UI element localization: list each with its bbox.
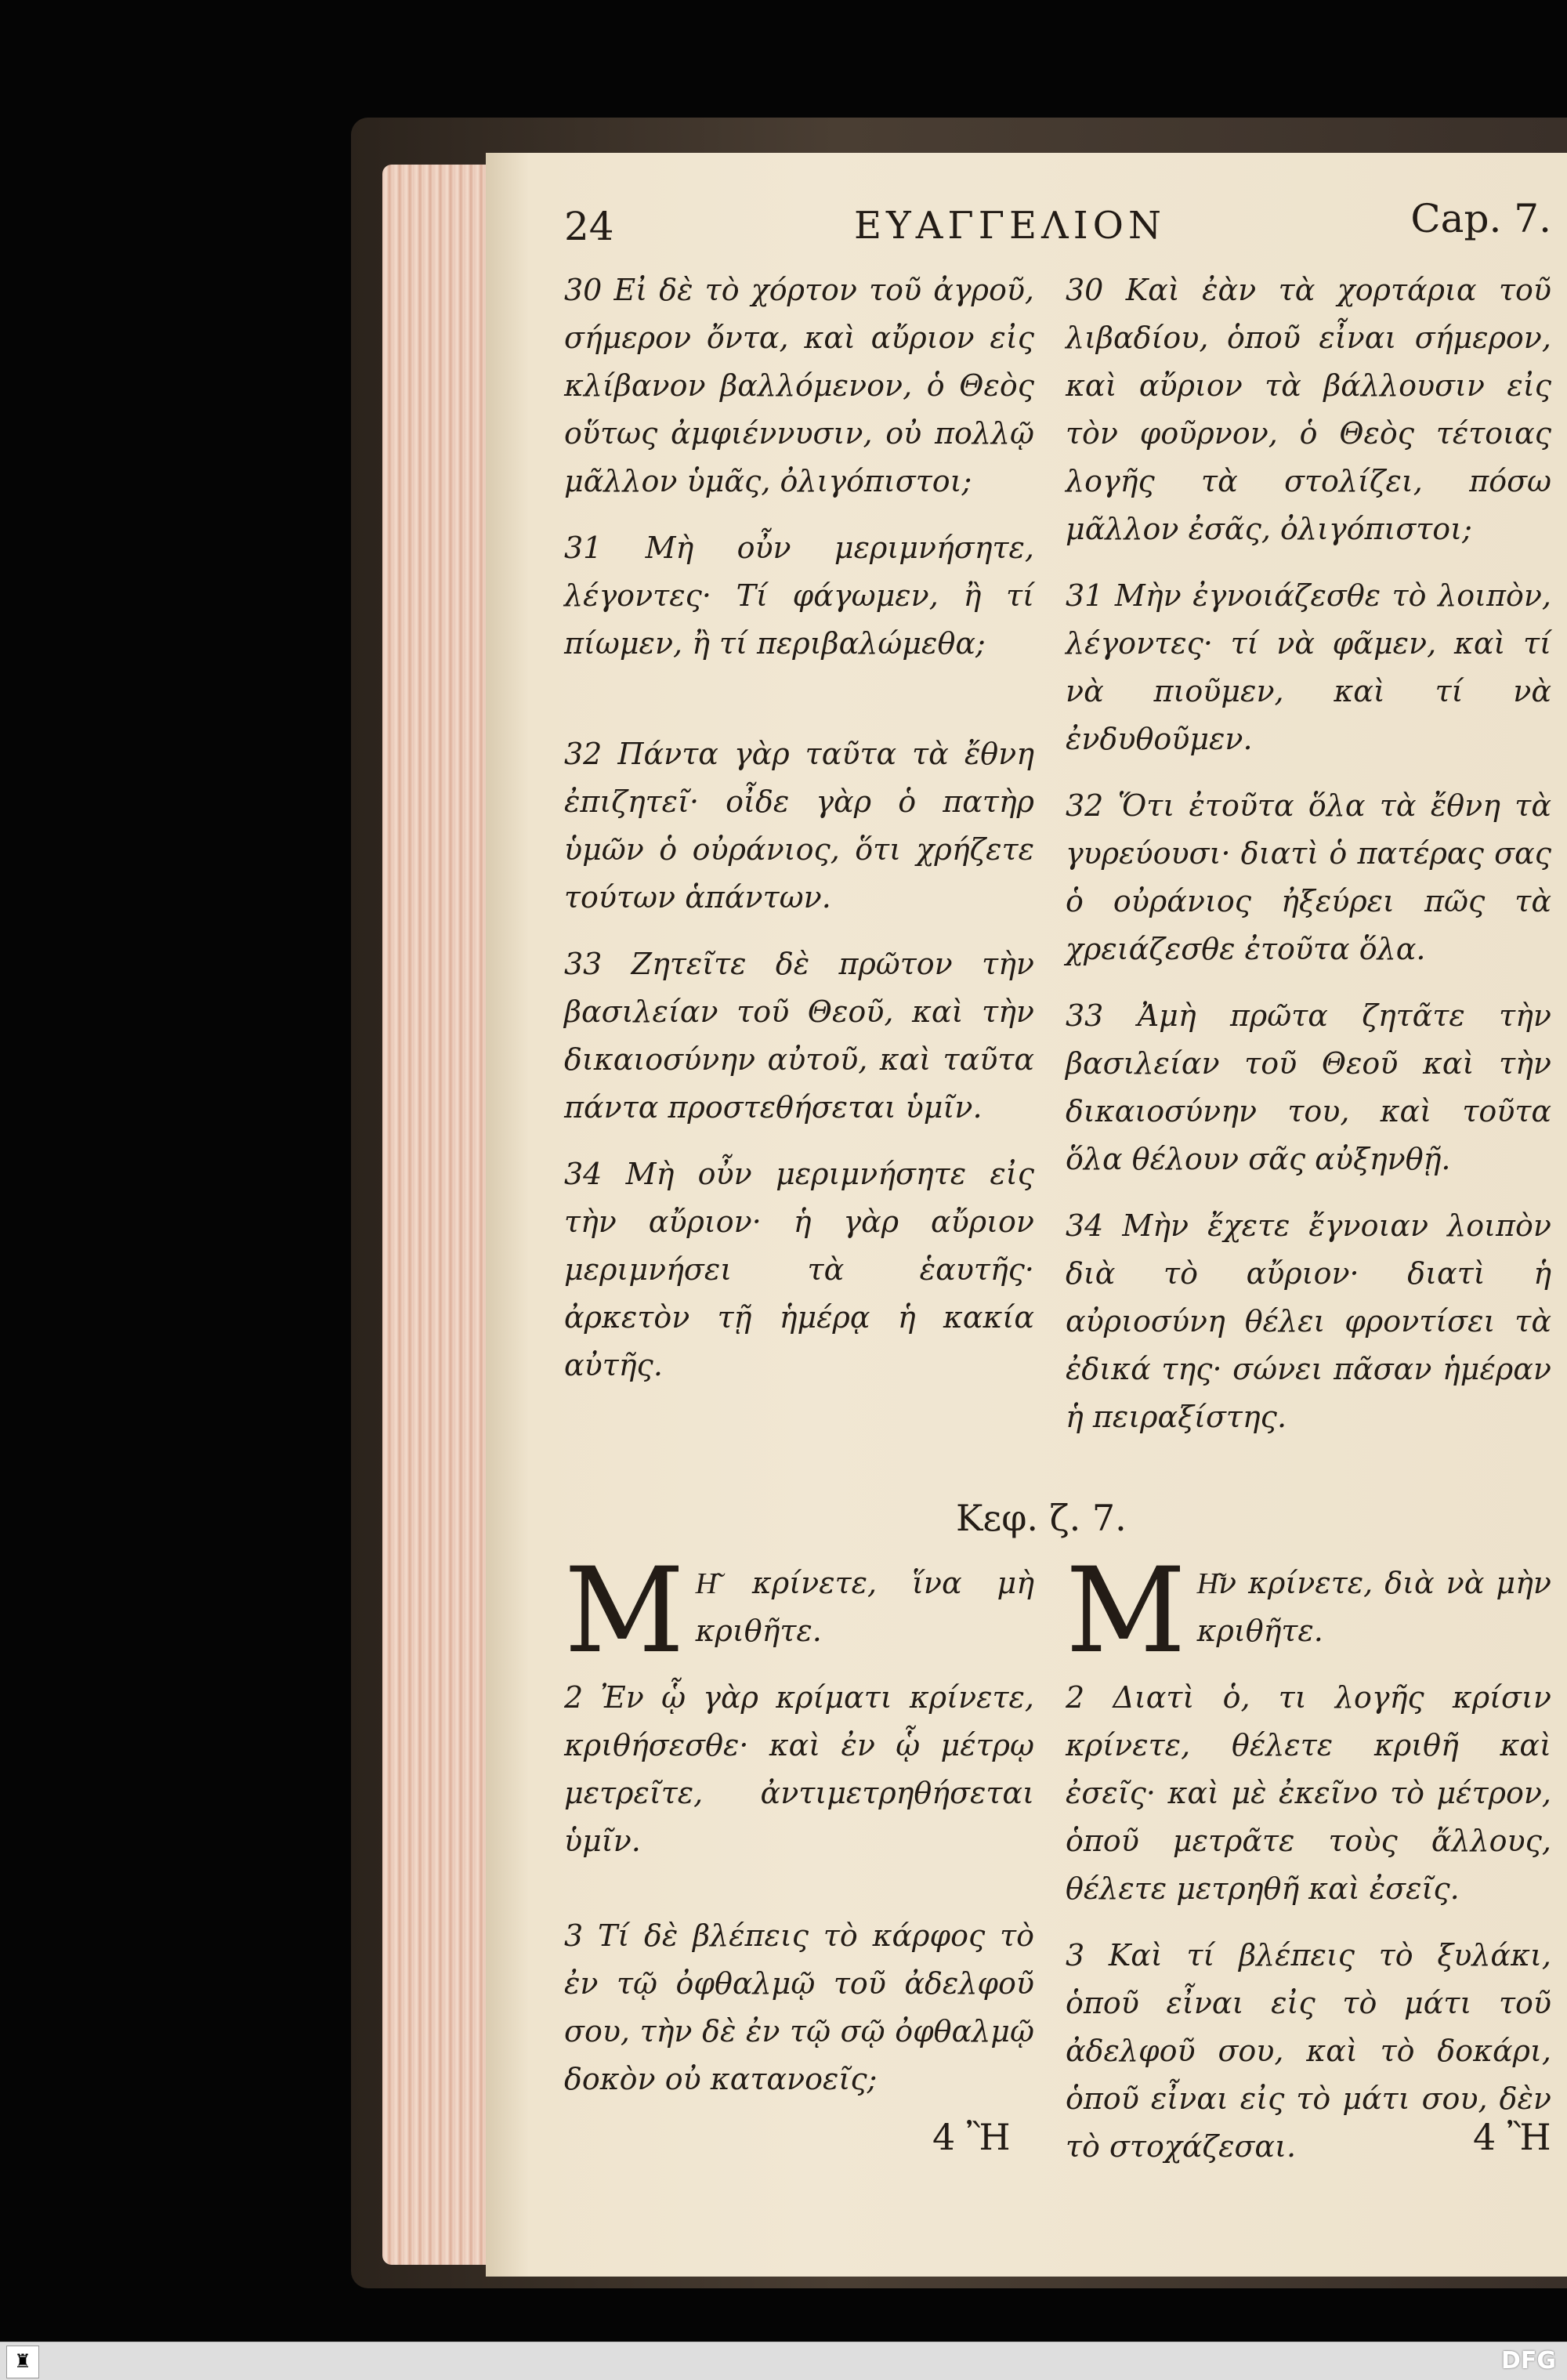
- right-column-ch7: [1066, 1543, 1551, 2190]
- page-content: [564, 196, 1551, 2233]
- verse-left-34: 34 Μὴ οὖν μεριμνήσητε εἰς τὴν αὔριον· ἡ γὰρ αὔριον μεριμνήσει τὰ ἑαυτῆς· ἀρκετὸν τῇ ἡμέρᾳ ἡ κακία αὐτῆς.: [564, 1157, 1034, 1382]
- page-number: 24: [564, 204, 614, 249]
- library-logo-icon[interactable]: ♜: [6, 2346, 39, 2378]
- viewer-footer-bar: [0, 2342, 1567, 2380]
- dropcap-right: Μ: [1066, 1543, 1186, 1679]
- verse-left-ch7-2: 2 Ἐν ᾧ γὰρ κρίματι κρίνετε, κριθήσεσθε· καὶ ἐν ᾧ μέτρῳ μετρεῖτε, ἀντιμετρηθήσεται ὑμῖν.: [564, 1680, 1034, 1858]
- page-edges: [382, 165, 500, 2265]
- verse-left-30: 30 Εἰ δὲ τὸ χόρτον τοῦ ἀγροῦ, σήμερον ὄντα, καὶ αὔριον εἰς κλίβανον βαλλόμενον, ὁ Θεὸς οὕτως ἀμφιέννυσιν, οὐ πολλῷ μᾶλλον ὑμᾶς, ὀλιγόπιστοι;: [564, 273, 1034, 498]
- verse-right-ch7-1: Η͂ν κρίνετε, διὰ νὰ μὴν κριθῆτε.: [1196, 1566, 1551, 1648]
- verse-right-30: 30 Καὶ ἐὰν τὰ χορτάρια τοῦ λιβαδίου, ὁποῦ εἶναι σήμερον, καὶ αὔριον τὰ βάλλουσιν εἰς τὸν φοῦρνον, ὁ Θεὸς τέτοιας λογῆς τὰ στολίζει, πόσω μᾶλλον ἐσᾶς, ὀλιγόπιστοι;: [1066, 273, 1551, 546]
- dropcap-left: Μ: [564, 1543, 685, 1679]
- verse-right-32: 32 Ὅτι ἐτοῦτα ὅλα τὰ ἔθνη τὰ γυρεύουσι· διατὶ ὁ πατέρας σας ὁ οὐράνιος ἠξεύρει πῶς τὰ χρειάζεσθε ἐτοῦτα ὅλα.: [1066, 788, 1551, 966]
- chapter-heading: Κεφ. ζ. 7.: [956, 1497, 1127, 1539]
- book-page: [486, 153, 1567, 2277]
- running-head: [564, 196, 1551, 259]
- dfg-logo[interactable]: DFG: [1500, 2347, 1556, 2375]
- verse-right-ch7-3: 3 Καὶ τί βλέπεις τὸ ξυλάκι, ὁποῦ εἶναι εἰς τὸ μάτι τοῦ ἀδελφοῦ σου, καὶ τὸ δοκάρι, ὁποῦ εἶναι εἰς τὸ μάτι σου, δὲν τὸ στοχάζεσαι.: [1066, 1938, 1551, 2164]
- verse-left-ch7-3: 3 Τί δὲ βλέπεις τὸ κάρφος τὸ ἐν τῷ ὀφθαλμῷ τοῦ ἀδελφοῦ σου, τὴν δὲ ἐν τῷ σῷ ὀφθαλμῷ δοκὸν οὐ κατανοεῖς;: [564, 1918, 1034, 2096]
- verse-right-34: 34 Μὴν ἔχετε ἔγνοιαν λοιπὸν διὰ τὸ αὔριον· διατὶ ἡ αὐριοσύνη θέλει φροντίσει τὰ ἐδικά της· σώνει πᾶσαν ἡμέραν ἡ πειραξίστης.: [1066, 1208, 1551, 1434]
- right-column-ch6: [1066, 266, 1551, 1460]
- left-column-ch7: [564, 1543, 1034, 2122]
- left-ch7-opening: [564, 1543, 1034, 1679]
- verse-left-ch7-1: Η͂ κρίνετε, ἵνα μὴ κριθῆτε.: [695, 1566, 1034, 1648]
- left-column-ch6: [564, 266, 1034, 1408]
- running-title: ΕΥΑΓΓΕΛΙΟΝ: [854, 204, 1167, 248]
- right-ch7-opening: [1066, 1543, 1551, 1679]
- verse-right-ch7-2: 2 Διατὶ ὁ, τι λογῆς κρίσιν κρίνετε, θέλετε κριθῆ καὶ ἐσεῖς· καὶ μὲ ἐκεῖνο τὸ μέτρον, ὁποῦ μετρᾶτε τοὺς ἄλλους, θέλετε μετρηθῆ καὶ ἐσεῖς.: [1066, 1680, 1551, 1906]
- verse-left-33: 33 Ζητεῖτε δὲ πρῶτον τὴν βασιλείαν τοῦ Θεοῦ, καὶ τὴν δικαιοσύνην αὐτοῦ, καὶ ταῦτα πάντα προστεθήσεται ὑμῖν.: [564, 947, 1034, 1125]
- catchword-right: 4 Ἢ: [1473, 2116, 1551, 2158]
- catchword-left: 4 Ἢ: [932, 2116, 1011, 2158]
- verse-left-31: 31 Μὴ οὖν μεριμνήσητε, λέγοντες· Τί φάγωμεν, ἢ τί πίωμεν, ἢ τί περιβαλώμεθα;: [564, 531, 1034, 661]
- verse-right-31: 31 Μὴν ἐγνοιάζεσθε τὸ λοιπὸν, λέγοντες· τί νὰ φᾶμεν, καὶ τί νὰ πιοῦμεν, καὶ τί νὰ ἐνδυθοῦμεν.: [1066, 578, 1551, 756]
- verse-right-33: 33 Ἀμὴ πρῶτα ζητᾶτε τὴν βασιλείαν τοῦ Θεοῦ καὶ τὴν δικαιοσύνην του, καὶ τοῦτα ὅλα θέλουν σᾶς αὐξηνθῇ.: [1066, 998, 1551, 1176]
- verse-left-32: 32 Πάντα γὰρ ταῦτα τὰ ἔθνη ἐπιζητεῖ· οἶδε γὰρ ὁ πατὴρ ὑμῶν ὁ οὐράνιος, ὅτι χρήζετε τούτων ἁπάντων.: [564, 737, 1034, 915]
- chapter-marker: Cap. 7.: [1410, 196, 1551, 241]
